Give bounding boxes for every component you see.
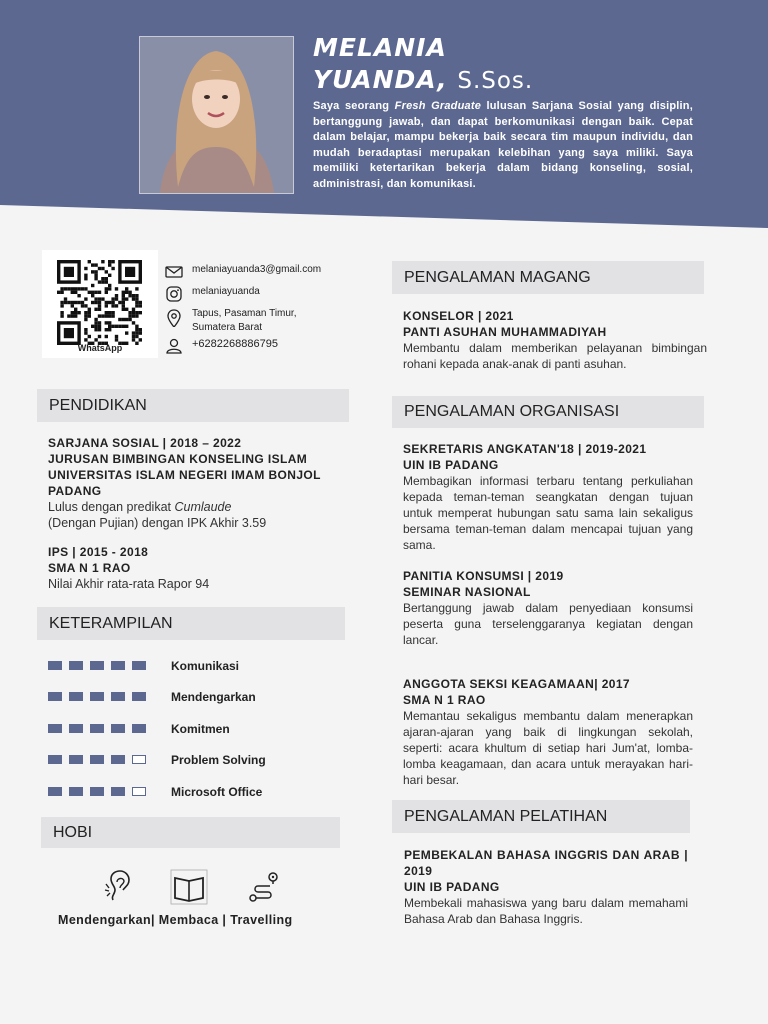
ear-icon [103,870,133,904]
organization-description: Bertanggung jawab dalam penyediaan konsumsi peserta guna terselenggaranya kegiatan dengan lancar. [403,601,693,647]
education-title: IPS | 2015 - 2018 [48,545,149,559]
skill-name: Problem Solving [171,753,266,767]
whatsapp-qr-code [42,250,158,358]
skill-level-bar [48,787,153,796]
internship-description: Membantu dalam memberikan pelayanan bimbingan rohani kepada anak-anak di panti asuhan. [403,341,707,371]
skill-level-bar [48,755,153,764]
internship-place: PANTI ASUHAN MUHAMMADIYAH [403,325,607,339]
contact-address [164,307,297,335]
skill-level-square [132,661,146,670]
name-line2: YUANDA, [313,65,448,94]
skill-level-square [69,787,83,796]
skill-level-square [111,787,125,796]
education-item-2 [48,544,348,592]
organization-description: Membagikan informasi terbaru tentang perkuliahan kepada teman-teman seangkatan dengan tujuan untuk memperat hubungan satu sama lain sekaligus bersama teman-teman dalam mencapai tujuan yang sama. [403,474,693,552]
organization-title: SEKRETARIS ANGKATAN'18 | 2019-2021 [403,442,647,456]
skill-level-square [69,692,83,701]
degree: S.Sos. [457,68,534,94]
section-heading-keterampilan: KETERAMPILAN [37,607,345,640]
route-icon [246,870,282,904]
education-honor: Cumlaude [174,500,232,514]
hobbies-text: Mendengarkan| Membaca | Travelling [58,913,293,927]
section-heading-magang: PENGALAMAN MAGANG [392,261,704,294]
email-text: melaniayuanda3@gmail.com [192,264,322,275]
organization-item-1 [403,441,693,553]
skill-level-square [111,661,125,670]
qr-label: WhatsApp [77,343,123,353]
skill-level-square [132,787,146,796]
education-gpa: (Dengan Pujian) dengan IPK Akhir 3.59 [48,516,267,530]
training-description: Membekali mahasiswa yang baru dalam memahami Bahasa Arab dan Bahasa Inggris. [404,896,688,926]
education-title: SARJANA SOSIAL | 2018 – 2022 [48,436,242,450]
summary-text-start: Saya seorang [313,100,395,112]
address-line1: Tapus, Pasaman Timur, [192,308,297,319]
person-icon [164,338,184,354]
skill-level-bar [48,724,153,733]
location-pin-icon [164,307,184,327]
organization-item-3 [403,676,693,788]
internship-item [403,308,707,372]
education-item-1 [48,435,348,531]
section-heading-organisasi: PENGALAMAN ORGANISASI [392,396,704,428]
internship-title: KONSELOR | 2021 [403,309,514,323]
contact-email[interactable] [164,264,321,280]
skill-level-square [90,724,104,733]
skill-level-square [48,724,62,733]
organization-place: UIN IB PADANG [403,458,499,472]
instagram-icon [164,286,184,302]
education-major: JURUSAN BIMBINGAN KONSELING ISLAM [48,452,308,466]
skill-level-square [90,755,104,764]
skill-level-square [132,724,146,733]
summary-emphasis: Fresh Graduate [394,100,482,112]
name-heading [313,32,533,97]
skill-level-square [69,755,83,764]
education-school: UNIVERSITAS ISLAM NEGERI IMAM BONJOL [48,468,321,482]
skill-level-square [48,787,62,796]
profile-photo [139,36,294,194]
skill-level-square [132,692,146,701]
organization-place: SMA N 1 RAO [403,693,486,707]
instagram-text: melaniayuanda [192,286,260,297]
organization-item-2 [403,568,693,648]
mail-icon [164,264,184,280]
skill-level-square [90,661,104,670]
qr-pattern [42,250,158,358]
section-heading-hobi: HOBI [41,817,340,848]
training-item [404,847,688,927]
organization-place: SEMINAR NASIONAL [403,585,531,599]
summary-text-end: lulusan Sarjana Sosial yang disiplin, bertanggung jawab, dan dapat berkomunikasi dengan baik. Cepat dalam belajar, mampu bekerja baik secara tim maupun individu, dan mudah beradaptasi merupakan kelebihan yang saya miliki. Saya memiliki ketertarikan bekerja dalam bidang konseling, sosial, administrasi, dan komunikasi. [313,100,693,190]
skill-name: Komunikasi [171,659,240,673]
address-line2: Sumatera Barat [192,322,263,333]
skill-level-square [90,692,104,701]
contact-instagram[interactable] [164,286,260,302]
skill-level-square [69,724,83,733]
skill-level-bar [48,661,153,670]
skill-level-square [111,692,125,701]
skill-level-square [48,755,62,764]
education-school: SMA N 1 RAO [48,561,131,575]
skill-name: Mendengarkan [171,690,256,704]
contact-phone[interactable] [164,338,278,354]
training-title: PEMBEKALAN BAHASA INGGRIS DAN ARAB | 2019 [404,848,688,878]
phone-text: +6282268886795 [192,338,278,350]
organization-title: ANGGOTA SEKSI KEAGAMAAN| 2017 [403,677,630,691]
section-heading-pelatihan: PENGALAMAN PELATIHAN [392,800,690,833]
skill-level-square [69,661,83,670]
name-line1: MELANIA [313,33,447,62]
skill-level-square [132,755,146,764]
skill-level-square [48,661,62,670]
skill-level-square [48,692,62,701]
education-note: Lulus dengan predikat [48,500,175,514]
book-icon [170,869,208,905]
skill-level-square [111,724,125,733]
section-heading-pendidikan: PENDIDIKAN [37,389,349,422]
skill-name: Komitmen [171,722,230,736]
profile-summary [313,99,693,192]
skill-level-bar [48,692,153,701]
training-place: UIN IB PADANG [404,880,500,894]
skill-level-square [90,787,104,796]
organization-title: PANITIA KONSUMSI | 2019 [403,569,564,583]
education-note: Nilai Akhir rata-rata Rapor 94 [48,577,210,591]
skill-name: Microsoft Office [171,785,263,799]
skill-level-square [111,755,125,764]
organization-description: Memantau sekaligus membantu dalam menerapkan ajaran-ajaran yang baik di lingkungan sekolah, seperti: acara khultum di setiap hari Jum'at, lomba-lomba keagamaan, dan acara untuk merayakan hari-hari besar. [403,709,693,787]
education-city: PADANG [48,484,102,498]
